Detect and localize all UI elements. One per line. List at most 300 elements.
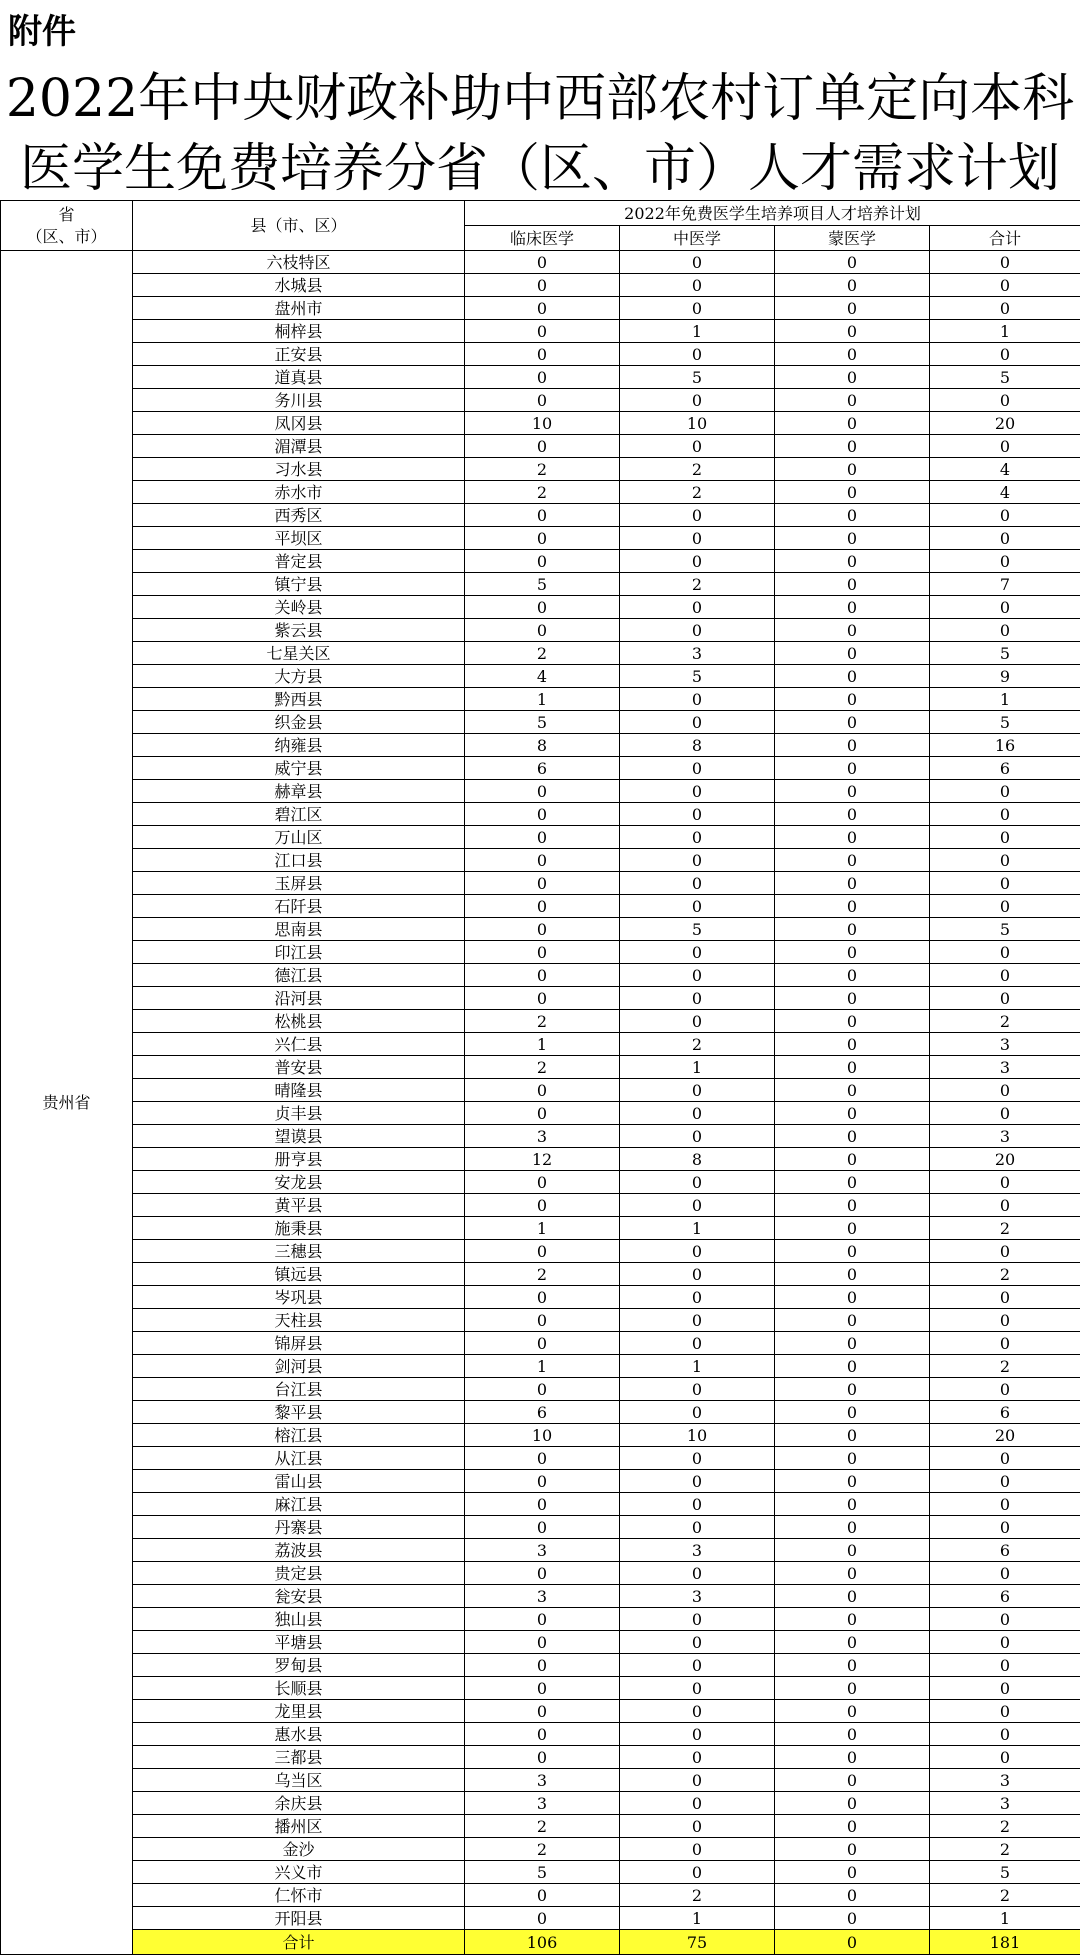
clinical-cell: 0 (465, 596, 620, 619)
clinical-cell: 0 (465, 918, 620, 941)
total-cell: 5 (930, 366, 1080, 389)
province-cell: 贵州省 (1, 251, 133, 1955)
mongolian-cell: 0 (775, 550, 930, 573)
total-cell: 3 (930, 1792, 1080, 1815)
tcm-cell: 10 (620, 412, 775, 435)
clinical-cell: 0 (465, 389, 620, 412)
clinical-cell: 0 (465, 895, 620, 918)
mongolian-cell: 0 (775, 964, 930, 987)
clinical-cell: 0 (465, 1516, 620, 1539)
total-cell: 0 (930, 1194, 1080, 1217)
mongolian-cell: 0 (775, 1125, 930, 1148)
county-cell: 大方县 (133, 665, 465, 688)
county-cell: 三穗县 (133, 1240, 465, 1263)
clinical-cell: 0 (465, 987, 620, 1010)
tcm-cell: 1 (620, 1056, 775, 1079)
table-row (1, 435, 1080, 458)
mongolian-cell: 0 (775, 918, 930, 941)
tcm-cell: 3 (620, 1585, 775, 1608)
tcm-cell: 0 (620, 1010, 775, 1033)
total-cell: 0 (930, 527, 1080, 550)
table-row (1, 1355, 1080, 1378)
page-title (0, 64, 1080, 204)
mongolian-cell: 0 (775, 1562, 930, 1585)
tcm-cell: 0 (620, 1263, 775, 1286)
table-row (1, 320, 1080, 343)
mongolian-cell: 0 (775, 1240, 930, 1263)
mongolian-cell: 0 (775, 1884, 930, 1907)
total-cell: 2 (930, 1010, 1080, 1033)
header-county: 县（市、区） (133, 201, 465, 251)
county-cell: 碧江区 (133, 803, 465, 826)
county-cell: 玉屏县 (133, 872, 465, 895)
clinical-cell: 0 (465, 320, 620, 343)
county-cell: 望谟县 (133, 1125, 465, 1148)
table-row (1, 1056, 1080, 1079)
table-row (1, 1700, 1080, 1723)
total-cell: 0 (930, 872, 1080, 895)
table-row (1, 987, 1080, 1010)
county-cell: 习水县 (133, 458, 465, 481)
mongolian-cell: 0 (775, 343, 930, 366)
county-cell: 七星关区 (133, 642, 465, 665)
table-row (1, 1010, 1080, 1033)
mongolian-cell: 0 (775, 389, 930, 412)
clinical-cell: 0 (465, 1700, 620, 1723)
total-cell: 1 (930, 1907, 1080, 1930)
mongolian-cell: 0 (775, 711, 930, 734)
tcm-cell: 0 (620, 1516, 775, 1539)
table-row (1, 297, 1080, 320)
county-cell: 织金县 (133, 711, 465, 734)
county-cell: 龙里县 (133, 1700, 465, 1723)
total-cell: 0 (930, 826, 1080, 849)
total-cell: 0 (930, 274, 1080, 297)
county-cell: 德江县 (133, 964, 465, 987)
tcm-cell: 0 (620, 297, 775, 320)
table-row (1, 1562, 1080, 1585)
tcm-cell: 0 (620, 435, 775, 458)
county-cell: 三都县 (133, 1746, 465, 1769)
total-cell: 0 (930, 941, 1080, 964)
mongolian-cell: 0 (775, 849, 930, 872)
table-row (1, 1309, 1080, 1332)
table-row (1, 412, 1080, 435)
tcm-cell: 0 (620, 504, 775, 527)
mongolian-cell: 0 (775, 1516, 930, 1539)
clinical-cell: 8 (465, 734, 620, 757)
table-row (1, 1033, 1080, 1056)
total-cell: 20 (930, 1424, 1080, 1447)
total-cell: 0 (930, 1700, 1080, 1723)
table-row (1, 1378, 1080, 1401)
tcm-cell: 0 (620, 596, 775, 619)
clinical-cell: 1 (465, 688, 620, 711)
mongolian-cell: 0 (775, 941, 930, 964)
total-cell: 6 (930, 1401, 1080, 1424)
tcm-cell: 8 (620, 734, 775, 757)
county-cell: 镇远县 (133, 1263, 465, 1286)
county-cell: 务川县 (133, 389, 465, 412)
total-cell: 6 (930, 757, 1080, 780)
mongolian-cell: 0 (775, 274, 930, 297)
mongolian-cell: 0 (775, 826, 930, 849)
table-row (1, 757, 1080, 780)
total-cell: 0 (930, 803, 1080, 826)
total-cell: 0 (930, 504, 1080, 527)
mongolian-cell: 0 (775, 1470, 930, 1493)
total-cell: 2 (930, 1217, 1080, 1240)
mongolian-cell: 0 (775, 1838, 930, 1861)
table-row (1, 964, 1080, 987)
mongolian-cell: 0 (775, 1493, 930, 1516)
county-cell: 普定县 (133, 550, 465, 573)
clinical-cell: 10 (465, 1424, 620, 1447)
total-cell: 0 (930, 1746, 1080, 1769)
total-cell: 2 (930, 1884, 1080, 1907)
table-row (1, 1194, 1080, 1217)
clinical-cell: 0 (465, 550, 620, 573)
mongolian-cell: 0 (775, 619, 930, 642)
table-row (1, 1838, 1080, 1861)
tcm-cell: 0 (620, 1677, 775, 1700)
total-cell: 3 (930, 1056, 1080, 1079)
table-row (1, 366, 1080, 389)
total-cell: 0 (930, 849, 1080, 872)
mongolian-cell: 0 (775, 757, 930, 780)
total-cell: 0 (930, 1309, 1080, 1332)
clinical-cell: 0 (465, 1378, 620, 1401)
county-cell: 金沙 (133, 1838, 465, 1861)
table-row (1, 1654, 1080, 1677)
table-row (1, 1516, 1080, 1539)
tcm-cell: 0 (620, 826, 775, 849)
clinical-cell: 5 (465, 1861, 620, 1884)
tcm-cell: 0 (620, 1332, 775, 1355)
table-row (1, 1861, 1080, 1884)
mongolian-cell: 0 (775, 987, 930, 1010)
tcm-cell: 0 (620, 527, 775, 550)
county-cell: 长顺县 (133, 1677, 465, 1700)
clinical-cell: 6 (465, 757, 620, 780)
total-cell: 0 (930, 596, 1080, 619)
tcm-cell: 0 (620, 1286, 775, 1309)
table-row (1, 573, 1080, 596)
total-cell: 9 (930, 665, 1080, 688)
county-cell: 关岭县 (133, 596, 465, 619)
clinical-cell: 0 (465, 1907, 620, 1930)
totals-clinical: 106 (465, 1930, 620, 1955)
total-cell: 0 (930, 987, 1080, 1010)
county-cell: 凤冈县 (133, 412, 465, 435)
table-row (1, 688, 1080, 711)
tcm-cell: 0 (620, 1608, 775, 1631)
county-cell: 安龙县 (133, 1171, 465, 1194)
clinical-cell: 2 (465, 1815, 620, 1838)
mongolian-cell: 0 (775, 872, 930, 895)
tcm-cell: 0 (620, 550, 775, 573)
county-cell: 余庆县 (133, 1792, 465, 1815)
table-row (1, 918, 1080, 941)
county-cell: 万山区 (133, 826, 465, 849)
county-cell: 荔波县 (133, 1539, 465, 1562)
county-cell: 罗甸县 (133, 1654, 465, 1677)
county-cell: 赤水市 (133, 481, 465, 504)
total-cell: 5 (930, 918, 1080, 941)
total-cell: 1 (930, 688, 1080, 711)
table-row (1, 527, 1080, 550)
table-row (1, 1746, 1080, 1769)
county-cell: 六枝特区 (133, 251, 465, 274)
tcm-cell: 8 (620, 1148, 775, 1171)
county-cell: 湄潭县 (133, 435, 465, 458)
tcm-cell: 0 (620, 1102, 775, 1125)
total-cell: 2 (930, 1263, 1080, 1286)
clinical-cell: 1 (465, 1033, 620, 1056)
table-row (1, 872, 1080, 895)
county-cell: 镇宁县 (133, 573, 465, 596)
county-cell: 黔西县 (133, 688, 465, 711)
clinical-cell: 5 (465, 711, 620, 734)
clinical-cell: 2 (465, 458, 620, 481)
title-line-1: 2022年中央财政补助中西部农村订单定向本科 (0, 64, 1080, 134)
clinical-cell: 0 (465, 1746, 620, 1769)
mongolian-cell: 0 (775, 1102, 930, 1125)
mongolian-cell: 0 (775, 1631, 930, 1654)
clinical-cell: 3 (465, 1539, 620, 1562)
mongolian-cell: 0 (775, 458, 930, 481)
mongolian-cell: 0 (775, 1309, 930, 1332)
county-cell: 台江县 (133, 1378, 465, 1401)
total-cell: 0 (930, 619, 1080, 642)
tcm-cell: 0 (620, 1654, 775, 1677)
county-cell: 册亨县 (133, 1148, 465, 1171)
county-cell: 瓮安县 (133, 1585, 465, 1608)
tcm-cell: 0 (620, 1815, 775, 1838)
table-row (1, 1792, 1080, 1815)
total-cell: 0 (930, 1378, 1080, 1401)
tcm-cell: 0 (620, 849, 775, 872)
clinical-cell: 0 (465, 780, 620, 803)
clinical-cell: 0 (465, 1240, 620, 1263)
total-cell: 0 (930, 1631, 1080, 1654)
county-cell: 思南县 (133, 918, 465, 941)
mongolian-cell: 0 (775, 297, 930, 320)
clinical-cell: 1 (465, 1355, 620, 1378)
tcm-cell: 0 (620, 389, 775, 412)
total-cell: 1 (930, 320, 1080, 343)
county-cell: 江口县 (133, 849, 465, 872)
table-row (1, 458, 1080, 481)
mongolian-cell: 0 (775, 1907, 930, 1930)
mongolian-cell: 0 (775, 688, 930, 711)
mongolian-cell: 0 (775, 504, 930, 527)
mongolian-cell: 0 (775, 1217, 930, 1240)
table-row (1, 1148, 1080, 1171)
mongolian-cell: 0 (775, 1148, 930, 1171)
table-row (1, 1539, 1080, 1562)
table-row (1, 1907, 1080, 1930)
county-cell: 榕江县 (133, 1424, 465, 1447)
tcm-cell: 0 (620, 1240, 775, 1263)
tcm-cell: 0 (620, 872, 775, 895)
totals-row (1, 1930, 1080, 1955)
county-cell: 纳雍县 (133, 734, 465, 757)
table-row (1, 1493, 1080, 1516)
total-cell: 0 (930, 1079, 1080, 1102)
tcm-cell: 0 (620, 1447, 775, 1470)
clinical-cell: 3 (465, 1769, 620, 1792)
header-mongolian: 蒙医学 (775, 226, 930, 251)
clinical-cell: 0 (465, 366, 620, 389)
county-cell: 雷山县 (133, 1470, 465, 1493)
clinical-cell: 2 (465, 1010, 620, 1033)
table-row (1, 1401, 1080, 1424)
clinical-cell: 0 (465, 1884, 620, 1907)
county-cell: 赫章县 (133, 780, 465, 803)
county-cell: 桐梓县 (133, 320, 465, 343)
mongolian-cell: 0 (775, 1332, 930, 1355)
county-cell: 松桃县 (133, 1010, 465, 1033)
table-header (1, 201, 1080, 251)
mongolian-cell: 0 (775, 734, 930, 757)
tcm-cell: 1 (620, 320, 775, 343)
mongolian-cell: 0 (775, 1769, 930, 1792)
table-row (1, 1332, 1080, 1355)
tcm-cell: 2 (620, 458, 775, 481)
total-cell: 0 (930, 895, 1080, 918)
tcm-cell: 0 (620, 1861, 775, 1884)
total-cell: 16 (930, 734, 1080, 757)
tcm-cell: 0 (620, 711, 775, 734)
totals-mongolian: 0 (775, 1930, 930, 1955)
table-row (1, 596, 1080, 619)
mongolian-cell: 0 (775, 366, 930, 389)
mongolian-cell: 0 (775, 1861, 930, 1884)
total-cell: 3 (930, 1769, 1080, 1792)
total-cell: 0 (930, 1332, 1080, 1355)
clinical-cell: 0 (465, 1562, 620, 1585)
clinical-cell: 0 (465, 1723, 620, 1746)
mongolian-cell: 0 (775, 596, 930, 619)
mongolian-cell: 0 (775, 1608, 930, 1631)
county-cell: 惠水县 (133, 1723, 465, 1746)
mongolian-cell: 0 (775, 665, 930, 688)
total-cell: 0 (930, 1493, 1080, 1516)
total-cell: 2 (930, 1815, 1080, 1838)
total-cell: 0 (930, 964, 1080, 987)
clinical-cell: 1 (465, 1217, 620, 1240)
table-row (1, 389, 1080, 412)
clinical-cell: 0 (465, 274, 620, 297)
clinical-cell: 0 (465, 435, 620, 458)
tcm-cell: 0 (620, 1171, 775, 1194)
county-cell: 黎平县 (133, 1401, 465, 1424)
mongolian-cell: 0 (775, 780, 930, 803)
clinical-cell: 2 (465, 1263, 620, 1286)
table-row (1, 343, 1080, 366)
county-cell: 播州区 (133, 1815, 465, 1838)
county-cell: 盘州市 (133, 297, 465, 320)
county-cell: 道真县 (133, 366, 465, 389)
clinical-cell: 2 (465, 1056, 620, 1079)
mongolian-cell: 0 (775, 1286, 930, 1309)
tcm-cell: 0 (620, 251, 775, 274)
tcm-cell: 0 (620, 1079, 775, 1102)
tcm-cell: 0 (620, 1401, 775, 1424)
table-row (1, 619, 1080, 642)
mongolian-cell: 0 (775, 1792, 930, 1815)
total-cell: 0 (930, 435, 1080, 458)
header-total: 合计 (930, 226, 1080, 251)
county-cell: 贵定县 (133, 1562, 465, 1585)
table-row (1, 1608, 1080, 1631)
tcm-cell: 0 (620, 1700, 775, 1723)
mongolian-cell: 0 (775, 527, 930, 550)
total-cell: 0 (930, 1286, 1080, 1309)
county-cell: 威宁县 (133, 757, 465, 780)
table-row (1, 803, 1080, 826)
county-cell: 贞丰县 (133, 1102, 465, 1125)
total-cell: 6 (930, 1539, 1080, 1562)
clinical-cell: 3 (465, 1585, 620, 1608)
table-row (1, 1286, 1080, 1309)
total-cell: 0 (930, 297, 1080, 320)
table-row (1, 251, 1080, 274)
tcm-cell: 0 (620, 343, 775, 366)
county-cell: 岑巩县 (133, 1286, 465, 1309)
county-cell: 沿河县 (133, 987, 465, 1010)
clinical-cell: 0 (465, 1194, 620, 1217)
mongolian-cell: 0 (775, 1447, 930, 1470)
tcm-cell: 0 (620, 895, 775, 918)
table-row (1, 550, 1080, 573)
clinical-cell: 0 (465, 619, 620, 642)
mongolian-cell: 0 (775, 1700, 930, 1723)
clinical-cell: 0 (465, 1309, 620, 1332)
county-cell: 紫云县 (133, 619, 465, 642)
tcm-cell: 5 (620, 366, 775, 389)
tcm-cell: 0 (620, 1792, 775, 1815)
table-row (1, 642, 1080, 665)
clinical-cell: 0 (465, 1171, 620, 1194)
total-cell: 20 (930, 412, 1080, 435)
title-line-2: 医学生免费培养分省（区、市）人才需求计划 (0, 134, 1080, 204)
county-cell: 晴隆县 (133, 1079, 465, 1102)
county-cell: 仁怀市 (133, 1884, 465, 1907)
clinical-cell: 0 (465, 504, 620, 527)
clinical-cell: 0 (465, 964, 620, 987)
mongolian-cell: 0 (775, 1815, 930, 1838)
total-cell: 0 (930, 343, 1080, 366)
clinical-cell: 0 (465, 1677, 620, 1700)
total-cell: 0 (930, 1171, 1080, 1194)
tcm-cell: 0 (620, 274, 775, 297)
table-row (1, 1424, 1080, 1447)
mongolian-cell: 0 (775, 481, 930, 504)
clinical-cell: 3 (465, 1125, 620, 1148)
tcm-cell: 0 (620, 1769, 775, 1792)
clinical-cell: 0 (465, 1332, 620, 1355)
clinical-cell: 0 (465, 826, 620, 849)
mongolian-cell: 0 (775, 1378, 930, 1401)
total-cell: 0 (930, 1470, 1080, 1493)
clinical-cell: 0 (465, 1608, 620, 1631)
table-row (1, 1447, 1080, 1470)
clinical-cell: 0 (465, 849, 620, 872)
tcm-cell: 1 (620, 1217, 775, 1240)
tcm-cell: 0 (620, 1838, 775, 1861)
